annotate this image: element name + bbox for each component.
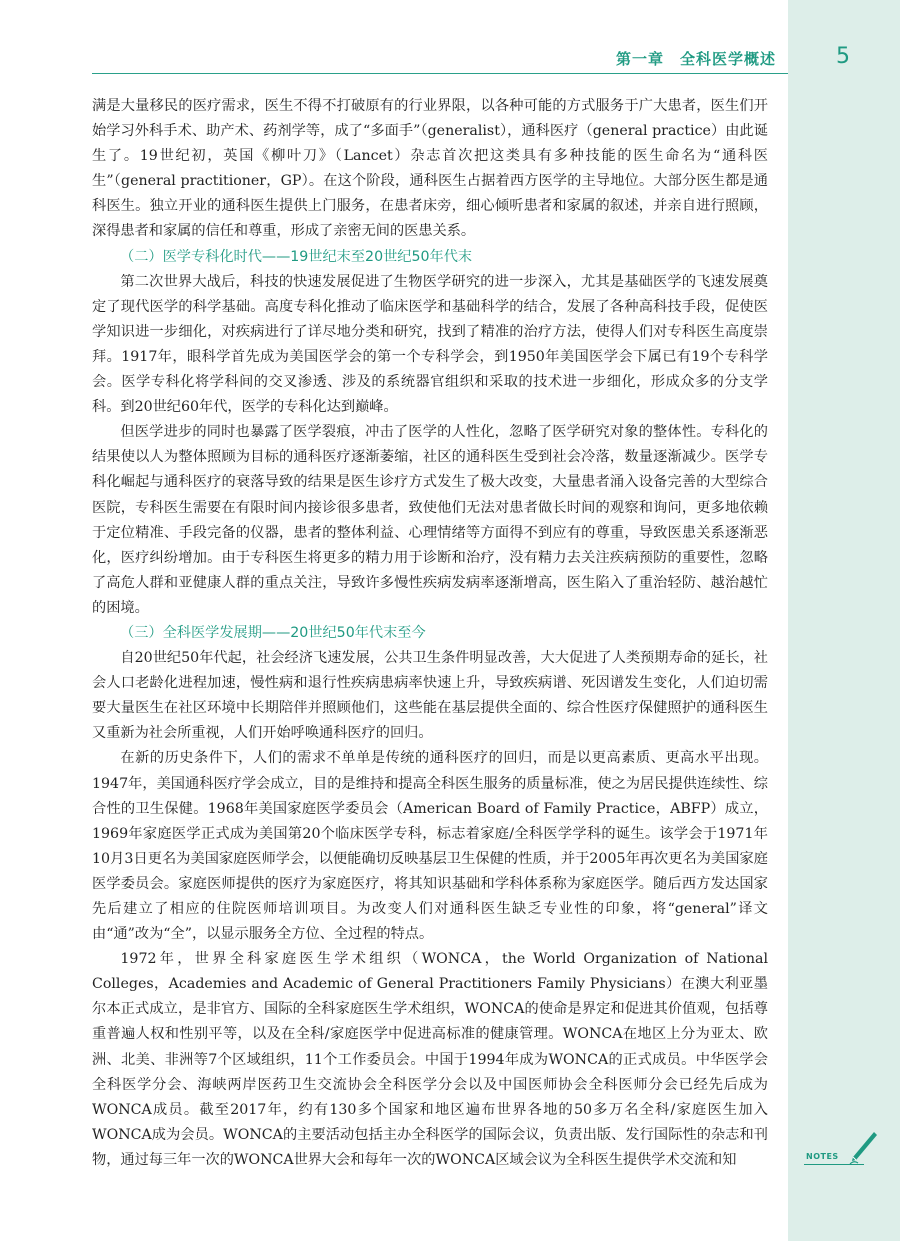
paragraph: 自20世纪50年代起，社会经济飞速发展，公共卫生条件明显改善，大大促进了人类预期寿命的延长，社会人口老龄化进程加速，慢性病和退行性疾病患病率快速上升，导致疾病谱、死因谱发生变化，人们迫切需要大量医生在社区环境中长期陪伴并照顾他们，这些能在基层提供全面的、综合性医疗保健照护的通科医生又重新为社会所重视，人们开始呼唤通科医疗的回归。 <box>92 650 768 742</box>
paragraph: 在新的历史条件下，人们的需求不单单是传统的通科医疗的回归，而是以更高素质、更高水平出现。1947年，美国通科医疗学会成立，目的是维持和提高全科医生服务的质量标准，使之为居民提供连续性、综合性的卫生保健。1968年美国家庭医学委员会（American Board of Family Practice，ABFP）成立，1969年家庭医学正式成为美国第20个临床医学专科，标志着家庭/全科医学学科的诞生。该学会于1971年10月3日更名为美国家庭医师学会，以便能确切反映基层卫生保健的性质，并于2005年再次更名为美国家庭医学委员会。家庭医师提供的医疗为家庭医疗，将其知识基础和学科体系称为家庭医学。随后西方发达国家先后建立了相应的住院医师培训项目。为改变人们对通科医生缺乏专业性的印象，将“general”译文由“通”改为“全”，以显示服务全方位、全过程的特点。 <box>92 750 768 943</box>
notes-label: NOTES <box>806 1152 839 1161</box>
page-number: 5 <box>836 44 850 69</box>
chapter-title: 第一章 全科医学概述 <box>615 50 776 68</box>
margin-sidebar <box>788 0 900 1241</box>
section-heading: （三）全科医学发展期——20世纪50年代末至今 <box>120 624 426 641</box>
notes-underline <box>804 1164 864 1165</box>
paragraph: 满是大量移民的医疗需求，医生不得不打破原有的行业界限，以各种可能的方式服务于广大患者，医生们开始学习外科手术、助产术、药剂学等，成了“多面手”（generalist），通科医疗（general practice）由此诞生了。19世纪初，英国《柳叶刀》（Lancet）杂志首次把这类具有多种技能的医生命名为“通科医生”（general practitioner，GP）。在这个阶段，通科医生占据着西方医学的主导地位。大部分医生都是通科医生。独立开业的通科医生提供上门服务，在患者床旁，细心倾听患者和家属的叙述，并亲自进行照顾，深得患者和家属的信任和尊重，形成了亲密无间的医患关系。 <box>92 98 768 240</box>
notes-mark <box>804 1130 878 1174</box>
paragraph: 第二次世界大战后，科技的快速发展促进了生物医学研究的进一步深入，尤其是基础医学的飞速发展奠定了现代医学的科学基础。高度专科化推动了临床医学和基础科学的结合，发展了各种高科技手段，促使医学知识进一步细化，对疾病进行了详尽地分类和研究，找到了精准的治疗方法，使得人们对专科医生高度崇拜。1917年，眼科学首先成为美国医学会的第一个专科学会，到1950年美国医学会下属已有19个专科学会。医学专科化将学科间的交叉渗透、涉及的系统器官组织和采取的技术进一步细化，形成众多的分支学科。到20世纪60年代，医学的专科化达到巅峰。 <box>92 273 768 416</box>
section-heading: （二）医学专科化时代——19世纪末至20世纪50年代末 <box>120 248 473 265</box>
paragraph: 1972年，世界全科家庭医生学术组织（WONCA，the World Organization of National Colleges，Academies and Academic of General Practitioners Family Physicians）在澳大利亚墨尔本正式成立，是非官方、国际的全科家庭医生学术组织，WONCA的使命是界定和促进其价值观，包括尊重普遍人权和性别平等，以及在全科/家庭医学中促进高标准的健康管理。WONCA在地区上分为亚太、欧洲、北美、非洲等7个区域组织，11个工作委员会。中国于1994年成为WONCA的正式成员。中华医学会全科医学分会、海峡两岸医药卫生交流协会全科医学分会以及中国医师协会全科医师分会已经先后成为WONCA成员。截至2017年，约有130多个国家和地区遍布世界各地的50多万名全科/家庭医生加入WONCA成为会员。WONCA的主要活动包括主办全科医学的国际会议，负责出版、发行国际性的杂志和刊物，通过每三年一次的WONCA世界大会和每年一次的WONCA区域会议为全科医生提供学术交流和知 <box>92 951 768 1168</box>
paragraph: 但医学进步的同时也暴露了医学裂痕，冲击了医学的人性化，忽略了医学研究对象的整体性。专科化的结果使以人为整体照顾为目标的通科医疗逐渐萎缩，社区的通科医生受到社会冷落，数量逐渐减少。医学专科化崛起与通科医疗的衰落导致的结果是医生诊疗方式发生了极大改变，大量患者涌入设备完善的大型综合医院，专科医生需要在有限时间内接诊很多患者，致使他们无法对患者做长时间的观察和询问，更多地依赖于定位精准、手段完备的仪器，患者的整体利益、心理情绪等方面得不到应有的尊重，导致医患关系逐渐恶化，医疗纠纷增加。由于专科医生将更多的精力用于诊断和治疗，没有精力去关注疾病预防的重要性，忽略了高危人群和亚健康人群的重点关注，导致许多慢性疾病发病率逐渐增高，医生陷入了重治轻防、越治越忙的困境。 <box>92 424 768 616</box>
header-rule <box>92 73 788 74</box>
page-body <box>92 94 768 1173</box>
